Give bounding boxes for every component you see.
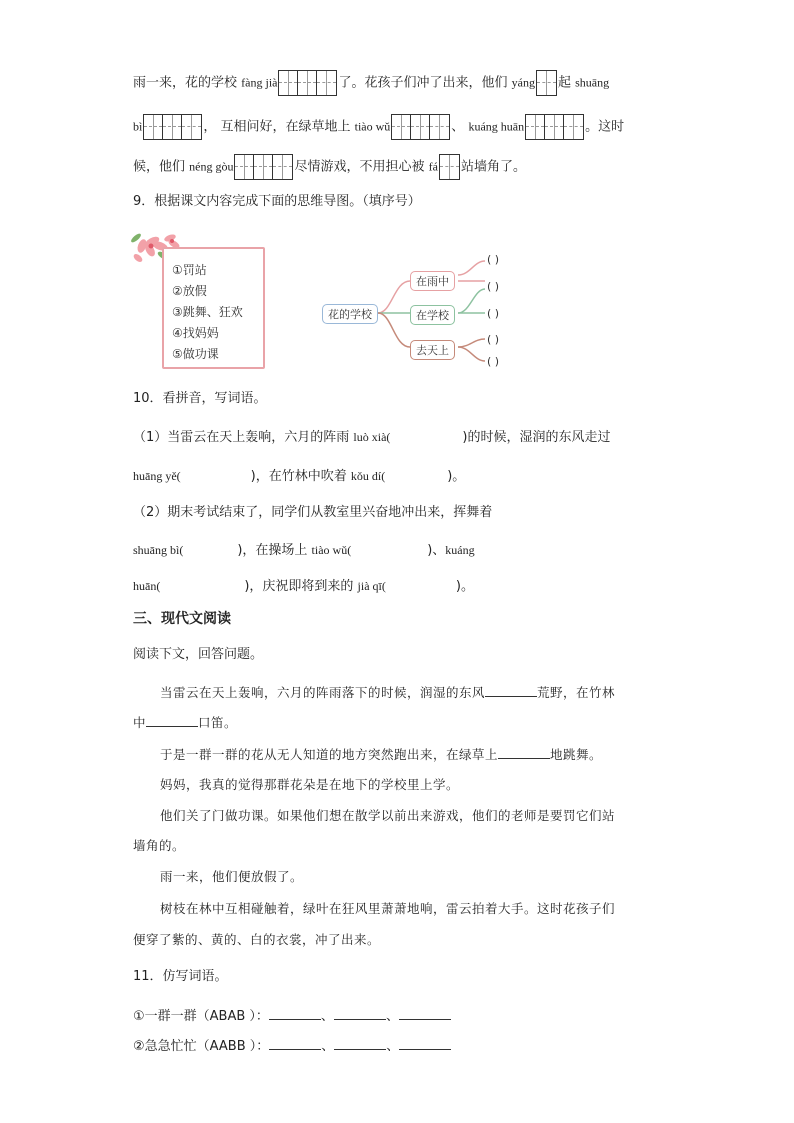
q10-line-3: （2）期末考试结束了，同学们从教室里兴奋地冲出来，挥舞着 — [133, 505, 493, 520]
separator: 、 — [320, 1009, 334, 1024]
text: 站墙角了。 — [460, 159, 526, 175]
q11-row-1 — [133, 1005, 451, 1027]
mindmap-center: 花的学校 — [322, 304, 378, 324]
text: )的时候，湿润的东风走过 — [462, 430, 611, 445]
answer-underline[interactable] — [334, 1035, 386, 1050]
answer-underline[interactable] — [498, 744, 550, 759]
writing-boxes[interactable] — [391, 114, 450, 140]
pinyin: luò xià( — [353, 430, 391, 444]
answer-underline[interactable] — [485, 682, 537, 697]
answer-underline[interactable] — [399, 1005, 451, 1020]
q10-title: 10．看拼音，写词语。 — [133, 391, 267, 406]
writing-boxes[interactable] — [278, 70, 337, 96]
text: 雨一来，花的学校 — [133, 75, 238, 91]
pinyin: fá — [428, 159, 438, 174]
pinyin: jià qī( — [357, 579, 386, 593]
separator: 、 — [386, 1039, 400, 1054]
q11-row-2 — [133, 1035, 451, 1057]
mindmap-branch-sky: 去天上 — [410, 340, 455, 360]
text: 尽情游戏，不用担心被 — [294, 159, 425, 175]
writing-boxes[interactable] — [439, 154, 460, 180]
text: 。这时 — [585, 119, 625, 135]
answer-slot[interactable]: ( ) — [487, 333, 500, 346]
answer-slot[interactable]: ( ) — [487, 280, 500, 293]
q9-title: 9．根据课文内容完成下面的思维导图。（填序号） — [133, 194, 421, 209]
text: 起 — [557, 75, 571, 91]
pinyin: kǒu dí( — [350, 469, 386, 483]
answer-slot[interactable]: ( ) — [487, 253, 500, 266]
text: )、 — [427, 543, 446, 558]
writing-boxes[interactable] — [143, 114, 202, 140]
separator: 、 — [321, 1039, 335, 1054]
pinyin: fàng jià — [241, 75, 278, 90]
option-2: ②放假 — [172, 284, 207, 298]
text: 于是一群一群的花从无人知道的地方突然跑出来，在绿草上 — [160, 747, 499, 762]
text: )。 — [455, 579, 474, 594]
passage-line: 他们关了门做功课。如果他们想在散学以前出来游戏，他们的老师是要罚它们站 — [160, 808, 616, 823]
text: )，在操场上 — [237, 543, 308, 558]
text: 中 — [133, 715, 147, 730]
answer-underline[interactable] — [334, 1005, 386, 1020]
instruction: 阅读下文，回答问题。 — [133, 647, 264, 662]
answer-slot[interactable]: ( ) — [487, 307, 500, 320]
text: ②急急忙忙（AABB ）： — [133, 1039, 270, 1054]
text: ， 互相问好，在绿草地上 — [203, 119, 351, 135]
fill-line-2 — [133, 114, 624, 140]
passage-line: 树枝在林中互相碰触着，绿叶在狂风里萧萧地响，雷云拍着大手。这时花孩子们 — [160, 901, 616, 916]
text: )。 — [447, 469, 466, 484]
option-5: ⑤做功课 — [172, 347, 219, 361]
pinyin: shuāng — [575, 75, 610, 90]
passage-line: 妈妈，我真的觉得那群花朵是在地下的学校里上学。 — [160, 777, 460, 792]
text: 当雷云在天上轰响，六月的阵雨落下的时候，润湿的东风 — [160, 685, 486, 700]
fill-line-3 — [133, 154, 526, 180]
option-1: ①罚站 — [172, 263, 207, 277]
option-4: ④找妈妈 — [172, 326, 219, 340]
pinyin: huān( — [133, 579, 161, 593]
text: 候，他们 — [133, 159, 186, 175]
text: 地跳舞。 — [550, 747, 603, 762]
separator: 、 — [385, 1009, 399, 1024]
pinyin: néng gòu — [189, 159, 234, 174]
pinyin: kuáng — [445, 543, 475, 557]
options-box — [162, 247, 265, 369]
passage-line — [160, 744, 602, 765]
text: ①一群一群（ABAB ）： — [133, 1009, 269, 1024]
option-3: ③跳舞、狂欢 — [172, 305, 243, 319]
answer-underline[interactable] — [146, 712, 198, 727]
text: 荒野，在竹林 — [537, 685, 616, 700]
pinyin: yáng — [511, 75, 535, 90]
q10-line-5 — [133, 576, 474, 597]
mindmap-branch-school: 在学校 — [410, 305, 455, 325]
writing-boxes[interactable] — [234, 154, 293, 180]
text: （1）当雷云在天上轰响，六月的阵雨 — [133, 430, 350, 445]
writing-boxes[interactable] — [525, 114, 584, 140]
q10-line-2 — [133, 466, 465, 487]
text: )，庆祝即将到来的 — [244, 579, 354, 594]
pinyin: tiào wǔ — [354, 119, 391, 134]
answer-underline[interactable] — [269, 1005, 321, 1020]
pinyin: huāng yě( — [133, 469, 181, 483]
q11-title: 11．仿写词语。 — [133, 969, 228, 984]
fill-line-1 — [133, 70, 609, 96]
q10-line-4 — [133, 540, 475, 561]
passage-line — [160, 682, 615, 703]
text: )，在竹林中吹着 — [250, 469, 347, 484]
mindmap-branch-rain: 在雨中 — [410, 271, 455, 291]
pinyin: tiào wǔ( — [311, 543, 352, 557]
text: 、 — [451, 119, 465, 135]
passage-line — [133, 712, 237, 733]
answer-underline[interactable] — [269, 1035, 321, 1050]
passage-line: 墙角的。 — [133, 838, 186, 853]
text: 了。花孩子们冲了出来，他们 — [338, 75, 508, 91]
q10-line-1 — [133, 427, 611, 448]
pinyin: bì — [133, 119, 143, 134]
pinyin: kuáng huān — [468, 119, 525, 134]
passage-line: 便穿了紫的、黄的、白的衣裳，冲了出来。 — [133, 932, 381, 947]
pinyin: shuāng bì( — [133, 543, 184, 557]
answer-underline[interactable] — [399, 1035, 451, 1050]
section-title: 三、现代文阅读 — [133, 611, 231, 627]
writing-boxes[interactable] — [536, 70, 557, 96]
text: 口笛。 — [198, 715, 238, 730]
answer-slot[interactable]: ( ) — [487, 355, 500, 368]
passage-line: 雨一来，他们便放假了。 — [160, 869, 304, 884]
